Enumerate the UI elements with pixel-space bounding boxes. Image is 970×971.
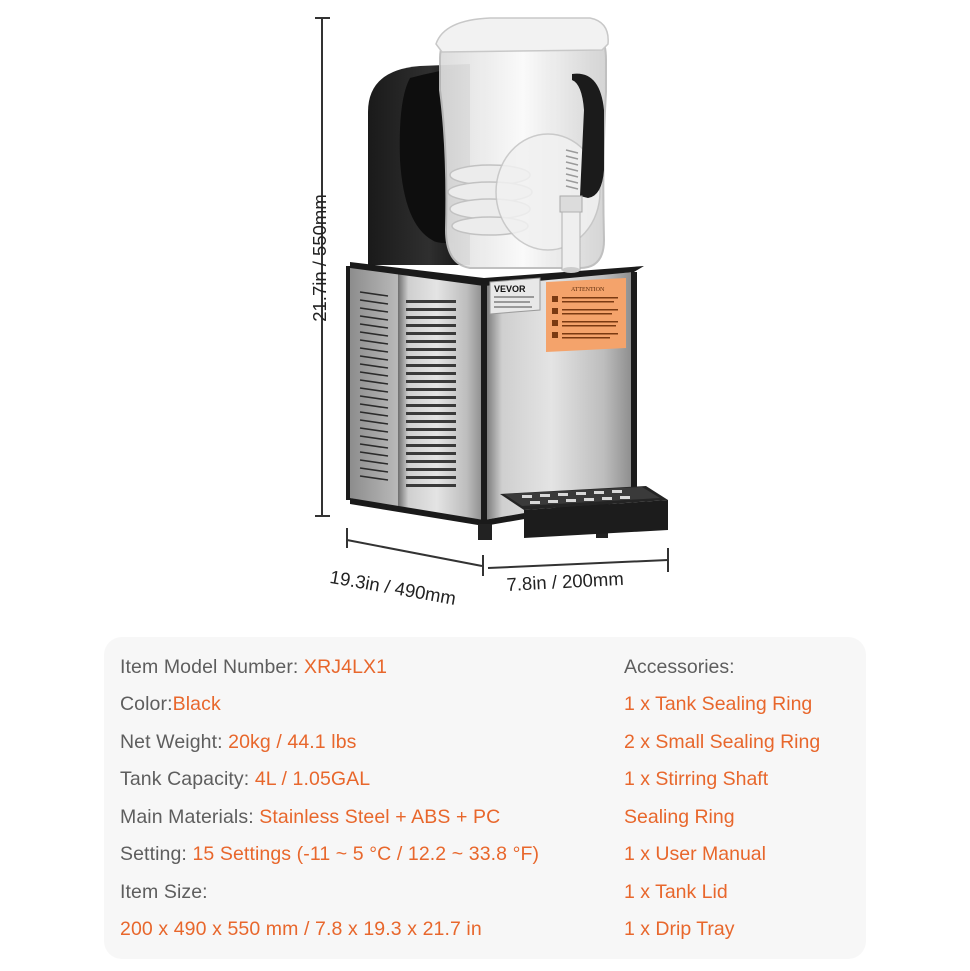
attention-sticker bbox=[546, 278, 626, 352]
spec-value: Black bbox=[172, 693, 221, 715]
width-dimension-label: 7.8in / 200mm bbox=[506, 567, 625, 595]
spec-value: 200 x 490 x 550 mm / 7.8 x 19.3 x 21.7 in bbox=[120, 918, 482, 940]
spec-materials bbox=[120, 806, 500, 829]
accessory-item: Sealing Ring bbox=[624, 806, 735, 828]
brand-plate bbox=[490, 278, 540, 314]
accessory-item: 1 x User Manual bbox=[624, 843, 766, 865]
spec-value: 20kg / 44.1 lbs bbox=[228, 731, 357, 753]
sticker-title: ATTENTION bbox=[571, 287, 605, 293]
tank-bowl bbox=[436, 18, 608, 273]
spec-label: Item Model Number: bbox=[120, 656, 299, 678]
spec-size-value bbox=[120, 918, 482, 941]
accessory-item: 1 x Stirring Shaft bbox=[624, 768, 769, 790]
spec-label: Item Size: bbox=[120, 881, 208, 903]
spec-value: 15 Settings (-11 ~ 5 °C / 12.2 ~ 33.8 °F) bbox=[192, 843, 540, 865]
spec-label: Setting: bbox=[120, 843, 187, 865]
accessory-item: 1 x Drip Tray bbox=[624, 918, 735, 940]
spec-model bbox=[120, 656, 387, 679]
accessory-item: 2 x Small Sealing Ring bbox=[624, 731, 821, 753]
drip-tray bbox=[500, 486, 668, 538]
nozzle bbox=[560, 196, 582, 212]
spec-weight bbox=[120, 731, 357, 754]
brand-text: VEVOR bbox=[494, 284, 526, 294]
spec-capacity bbox=[120, 768, 370, 791]
spec-label: Tank Capacity: bbox=[120, 768, 250, 790]
spec-color bbox=[120, 693, 221, 716]
spec-setting bbox=[120, 843, 539, 866]
spec-label: Color: bbox=[120, 693, 173, 715]
tank-lid bbox=[436, 18, 608, 52]
height-dimension-label: 21.7in / 550mm bbox=[309, 194, 330, 322]
foot bbox=[478, 524, 492, 540]
accessories-title: Accessories: bbox=[624, 656, 735, 678]
accessory-item: 1 x Tank Lid bbox=[624, 881, 728, 903]
spec-value: XRJ4LX1 bbox=[303, 656, 388, 678]
spec-label: Main Materials: bbox=[120, 806, 254, 828]
spec-value: 4L / 1.05GAL bbox=[254, 768, 371, 790]
spec-value: Stainless Steel + ABS + PC bbox=[259, 806, 501, 828]
spec-label: Net Weight: bbox=[120, 731, 223, 753]
depth-dimension-label: 19.3in / 490mm bbox=[328, 566, 458, 609]
width-dimension-line bbox=[488, 548, 668, 572]
accessory-item: 1 x Tank Sealing Ring bbox=[624, 693, 813, 715]
depth-dimension-line bbox=[347, 528, 483, 576]
spec-size-label bbox=[120, 881, 208, 904]
specs-card bbox=[104, 637, 866, 959]
